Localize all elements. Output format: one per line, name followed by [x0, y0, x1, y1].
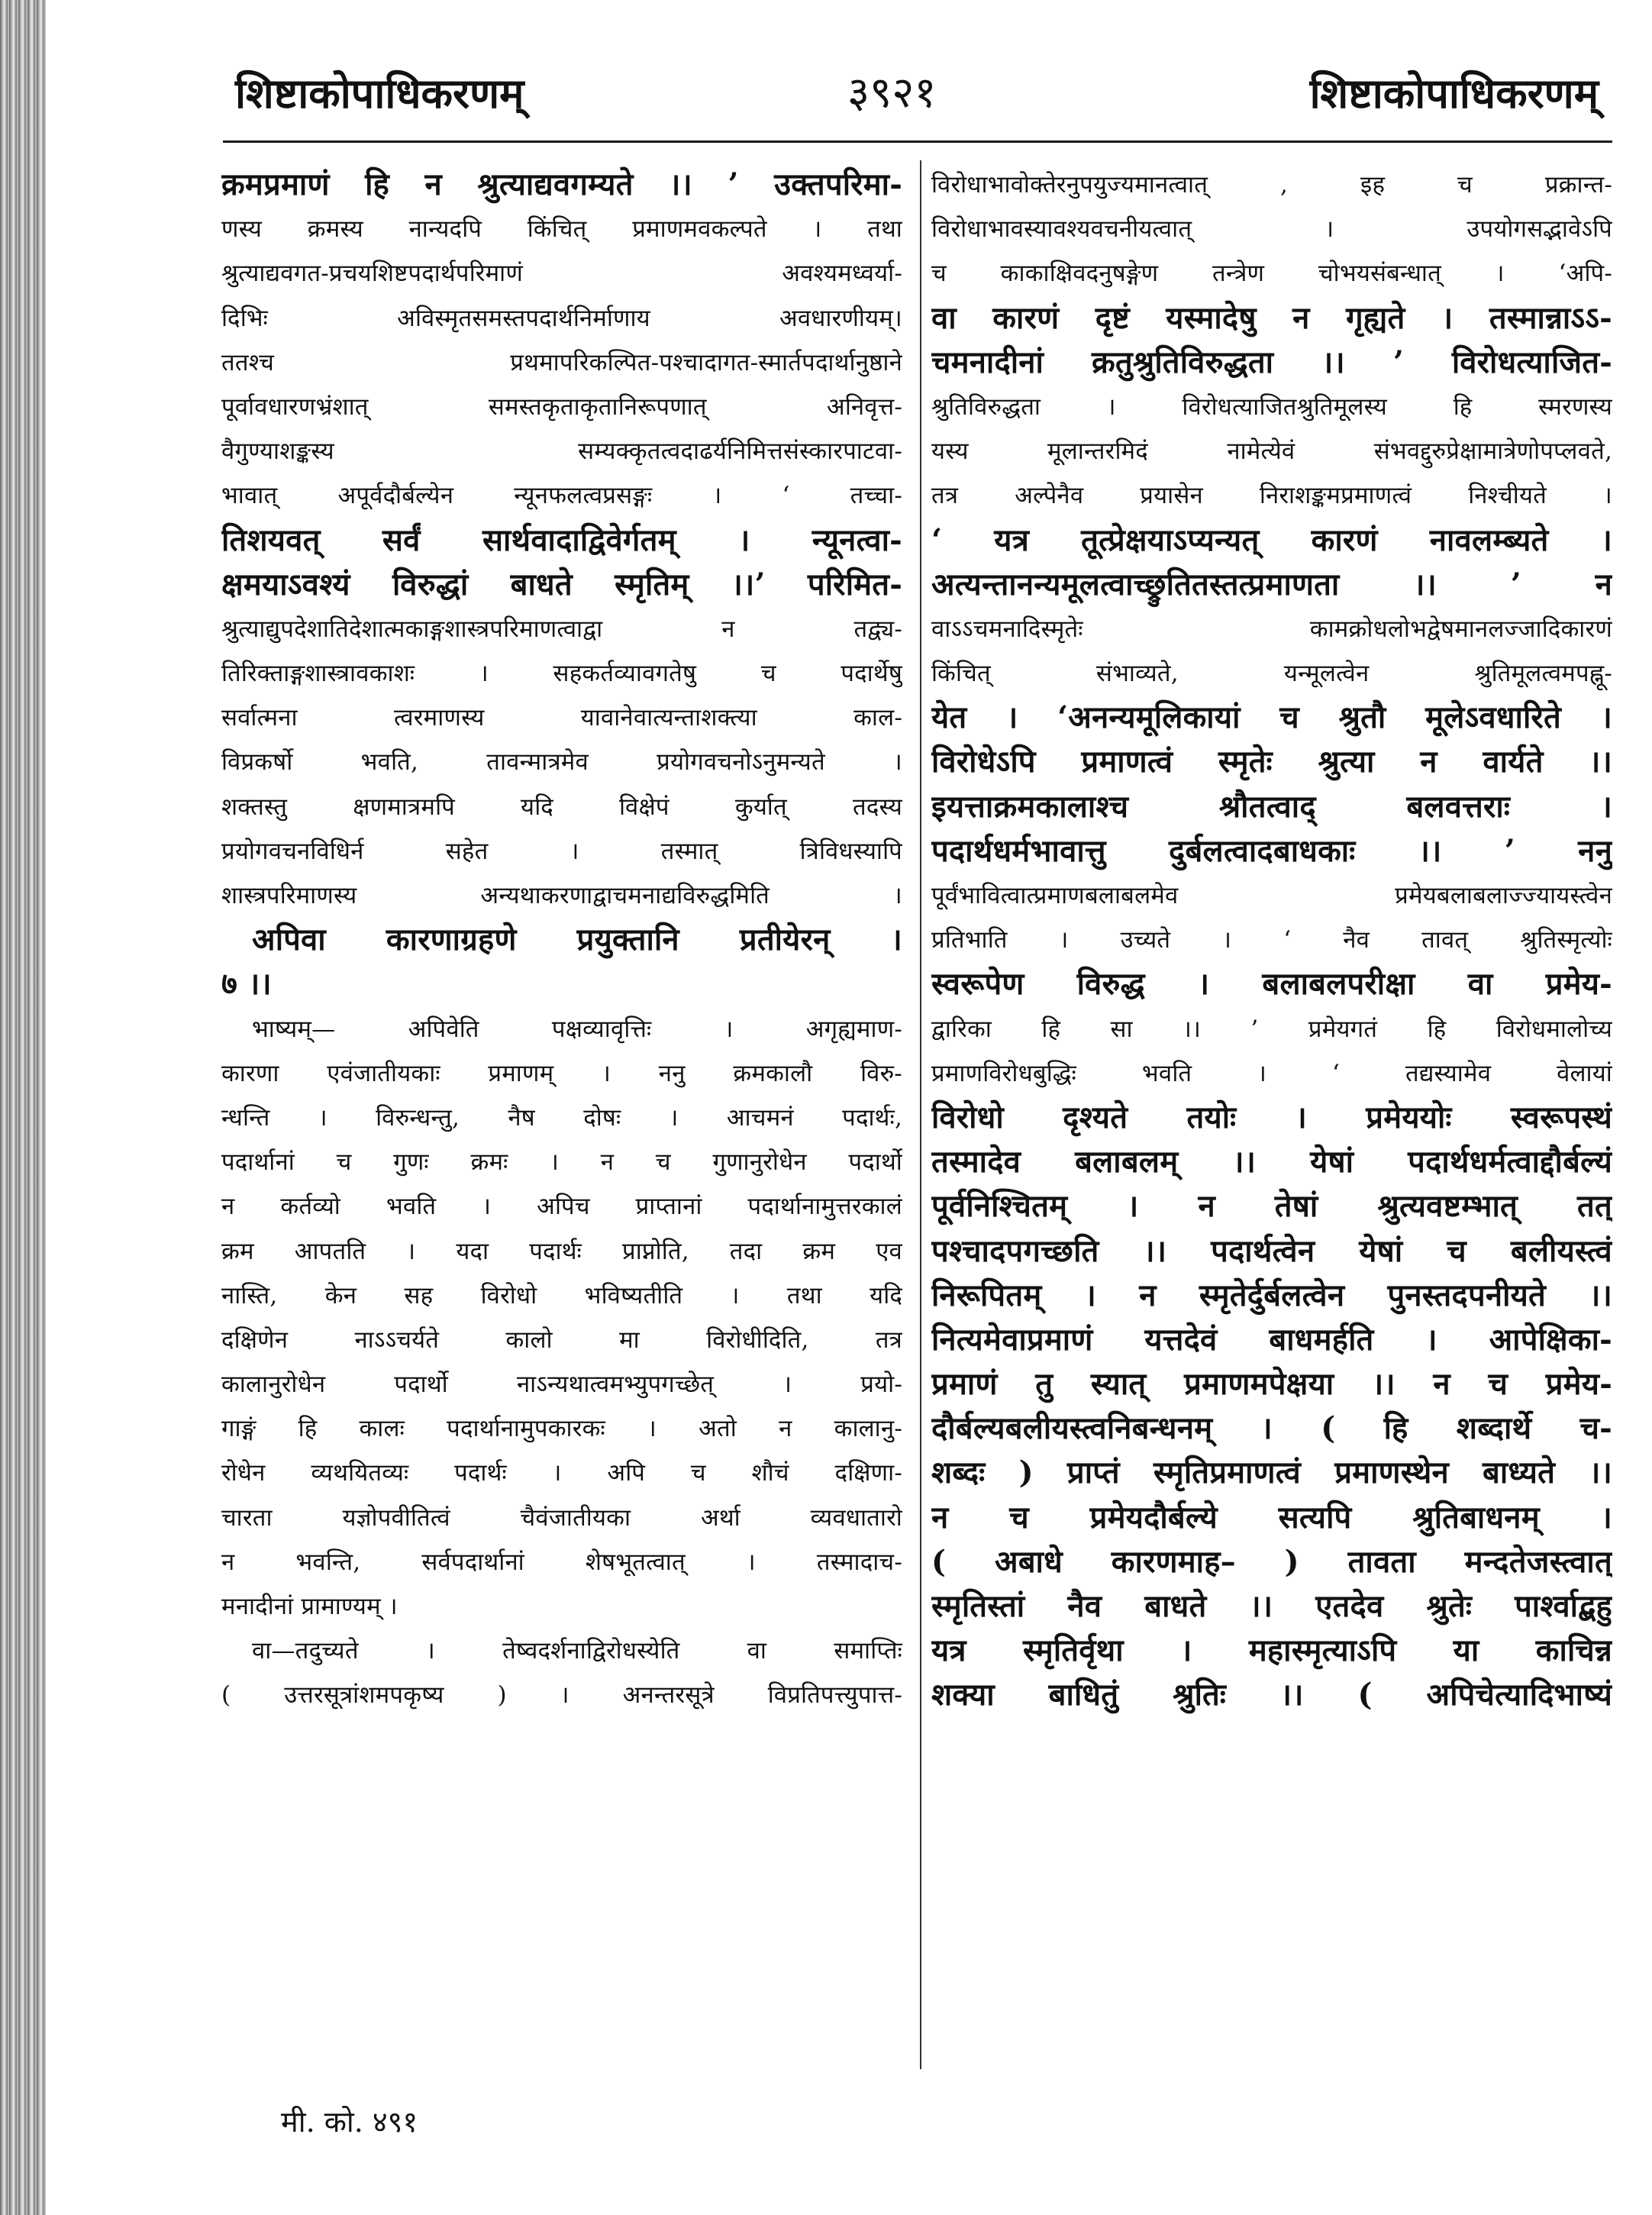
right-column-line: द्वारिका हि सा ।। ’ प्रमेयगतं हि विरोधमालोच्य	[931, 1015, 1612, 1043]
right-column-line: विरोधेऽपि प्रमाणत्वं स्मृतेः श्रुत्या न वार्यते ।।	[931, 744, 1612, 780]
left-column-line: मनादीनां प्रामाण्यम् ।	[221, 1593, 398, 1620]
page-number: ३९२१	[847, 68, 937, 118]
right-column-line: पूर्वनिश्चितम् । न तेषां श्रुत्यवष्टम्भात् तत्	[931, 1188, 1612, 1225]
right-text-column	[931, 163, 1612, 2087]
left-column-line: दक्षिणेन नाऽऽचर्यते कालो मा विरोधीदिति, तत्र	[221, 1325, 902, 1354]
left-column-line: क्रमप्रमाणं हि न श्रुत्याद्यवगम्यते ।। ’ उक्तपरिमा-	[221, 166, 902, 202]
left-column-line: भावात् अपूर्वदौर्बल्येन न्यूनफलत्वप्रसङ्गः । ‘ तच्चा-	[221, 482, 902, 510]
left-column-line: कालानुरोधेन पदार्थो नाऽन्यथात्वमभ्युपगच्छेत् । प्रयो-	[221, 1371, 902, 1399]
left-column-line: चारता यज्ञोपवीतित्वं चैवंजातीयका अर्था व्यवधातारो	[221, 1503, 902, 1532]
right-column-line: शक्या बाधितुं श्रुतिः ।। ( अपिचेत्यादिभाष्यं	[931, 1677, 1612, 1713]
right-column-line: इयत्ताक्रमकालाश्च श्रौतत्वाद् बलवत्तराः ।	[931, 788, 1612, 825]
left-column-line: भाष्यम्— अपिवेति पक्षव्यावृत्तिः । अगृह्यमाण-	[252, 1015, 902, 1043]
right-column-line: अत्यन्तानन्यमूलत्वाच्छ्रुतितस्तत्प्रमाणता ।। ’ न	[931, 566, 1612, 602]
left-column-line: श्रुत्याद्यवगत-प्रचयशिष्टपदार्थपरिमाणं अवश्यमध्वर्या-	[221, 260, 902, 288]
right-column-line: येत । ‘अनन्यमूलिकायां च श्रुतौ मूलेऽवधारिते ।	[931, 699, 1612, 736]
left-column-line: णस्य क्रमस्य नान्यदपि किंचित् प्रमाणमवकल्पते । तथा	[221, 215, 902, 244]
left-column-line: ( उत्तरसूत्रांशमपकृष्य ) । अनन्तरसूत्रे विप्रतिपत्त्युपात्त-	[221, 1681, 902, 1710]
right-column-line: च काकाक्षिवदनुषङ्गेण तन्त्रेण चोभयसंबन्धात् । ‘अपि-	[931, 260, 1612, 288]
right-column-line: न च प्रमेयदौर्बल्ये सत्यपि श्रुतिबाधनम् ।	[931, 1499, 1612, 1535]
right-column-line: वाऽऽचमनादिस्मृतेः कामक्रोधलोभद्वेषमानलज्जादिकारणं	[931, 615, 1612, 643]
right-column-line: शब्दः ) प्राप्तं स्मृतिप्रमाणत्वं प्रमाणस्थेन बाध्यते ।।	[931, 1455, 1612, 1491]
right-column-line: चमनादीनां क्रतुश्रुतिविरुद्धता ।। ’ विरोधत्याजित-	[931, 344, 1612, 380]
left-column-line: नास्ति, केन सह विरोधो भविष्यतीति । तथा यदि	[221, 1281, 902, 1309]
left-column-line: ७ ।।	[221, 966, 272, 1003]
header-rule	[223, 140, 1612, 143]
left-column-line: पदार्थानां च गुणः क्रमः । न च गुणानुरोधेन पदार्थो	[221, 1148, 902, 1177]
right-column-line: किंचित् संभाव्यते, यन्मूलत्वेन श्रुतिमूलत्वमपह्नू-	[931, 660, 1612, 688]
left-column-line: सर्वात्मना त्वरमाणस्य यावानेवात्यन्ताशक्त्या काल-	[221, 704, 902, 732]
right-column-line: प्रमाणविरोधबुद्धिः भवति । ‘ तद्यस्यामेव वेलायां	[931, 1059, 1612, 1087]
right-column-line: विरोधाभावोक्तेरनुपयुज्यमानत्वात् , इह च प्रक्रान्त-	[931, 171, 1612, 199]
right-column-line: यस्य मूलान्तरमिदं नामेत्येवं संभवद्दुरुप्रेक्षामात्रेणोपप्लवते,	[931, 438, 1612, 466]
left-column-line: कारणा एवंजातीयकाः प्रमाणम् । ननु क्रमकालौ विरु-	[221, 1059, 902, 1087]
left-text-column	[221, 163, 902, 2087]
right-column-line: ‘ यत्र तूत्प्रेक्षयाऽप्यन्यत् कारणं नावलम्ब्यते ।	[931, 521, 1612, 558]
left-column-line: श्रुत्याद्युपदेशातिदेशात्मकाङ्गशास्त्रपरिमाणत्वाद्वा न तद्व्य-	[221, 615, 902, 643]
right-column-line: प्रमाणं तु स्यात् प्रमाणमपेक्षया ।। न च प्रमेय-	[931, 1366, 1612, 1403]
left-column-line: विप्रकर्षो भवति, तावन्मात्रमेव प्रयोगवचनोऽनुमन्यते ।	[221, 748, 902, 777]
left-column-line: दिभिः अविस्मृतसमस्तपदार्थनिर्माणाय अवधारणीयम्।	[221, 304, 902, 332]
left-column-line: न्धन्ति । विरुन्धन्तु, नैष दोषः । आचमनं पदार्थः,	[221, 1103, 902, 1132]
page-binding-edge	[0, 0, 46, 2215]
right-column-line: वा कारणं दृष्टं यस्मादेषु न गृह्यते । तस्मान्नाऽऽ-	[931, 299, 1612, 336]
right-column-line: पश्चादपगच्छति ।। पदार्थत्वेन येषां च बलीयस्त्वं	[931, 1232, 1612, 1269]
left-column-line: शक्तस्तु क्षणमात्रमपि यदि विक्षेपं कुर्यात् तदस्य	[221, 793, 902, 821]
left-column-line: अपिवा कारणाग्रहणे प्रयुक्तानि प्रतीयेरन् ।	[252, 922, 902, 958]
right-column-line: स्मृतिस्तां नैव बाधते ।। एतदेव श्रुतेः पार्श्वाद्बहु	[931, 1588, 1612, 1624]
right-column-line: पदार्थधर्मभावात्तु दुर्बलत्वादबाधकाः ।। ’ ननु	[931, 832, 1612, 869]
right-column-line: तत्र अल्पेनैव प्रयासेन निराशङ्कमप्रमाणत्वं निश्चीयते ।	[931, 482, 1612, 510]
right-column-line: तस्मादेव बलाबलम् ।। येषां पदार्थधर्मत्वाद्दौर्बल्यं	[931, 1144, 1612, 1180]
right-column-line: विरोधाभावस्यावश्यवचनीयत्वात् । उपयोगसद्भावेऽपि	[931, 215, 1612, 244]
left-column-line: तिरिक्ताङ्गशास्त्रावकाशः । सहकर्तव्यावगतेषु च पदार्थेषु	[221, 660, 902, 688]
left-column-line: गाङ्गं हि कालः पदार्थानामुपकारकः । अतो न कालानु-	[221, 1415, 902, 1443]
left-column-line: वैगुण्याशङ्कस्य सम्यक्कृतत्वदाढर्यनिमित्तसंस्कारपाटवा-	[221, 438, 902, 466]
left-column-line: पूर्वावधारणभ्रंशात् समस्तकृताकृतानिरूपणात् अनिवृत्त-	[221, 392, 902, 421]
page-header	[0, 60, 1652, 128]
right-column-line: निरूपितम् । न स्मृतेर्दुर्बलत्वेन पुनस्तदपनीयते ।।	[931, 1277, 1612, 1313]
running-title-right: शिष्टाकोपाधिकरणम्	[1309, 69, 1599, 118]
left-column-line: शास्त्रपरिमाणस्य अन्यथाकरणाद्वाचमनाद्यविरुद्धमिति ।	[221, 882, 902, 909]
left-column-line: ततश्च प्रथमापरिकल्पित-पश्चादागत-स्मार्तपदार्थानुष्ठाने	[221, 348, 902, 376]
left-column-line: तिशयवत् सर्वं सार्थवादाद्विवेर्गतम् । न्यूनत्वा-	[221, 521, 902, 558]
right-column-line: प्रतिभाति । उच्यते । ‘ नैव तावत् श्रुतिस्मृत्योः	[931, 926, 1612, 954]
left-column-line: रोधेन व्यथयितव्यः पदार्थः । अपि च शौचं दक्षिणा-	[221, 1459, 902, 1487]
running-title-left: शिष्टाकोपाधिकरणम्	[235, 69, 524, 118]
right-column-line: स्वरूपेण विरुद्ध । बलाबलपरीक्षा वा प्रमेय-	[931, 966, 1612, 1003]
right-column-line: नित्यमेवाप्रमाणं यत्तदेवं बाधमर्हति । आपेक्षिका-	[931, 1321, 1612, 1358]
right-column-line: श्रुतिविरुद्धता । विरोधत्याजितश्रुतिमूलस्य हि स्मरणस्य	[931, 392, 1612, 421]
left-column-line: न कर्तव्यो भवति । अपिच प्राप्तानां पदार्थानामुत्तरकालं	[221, 1193, 902, 1221]
right-column-line: ( अबाधे कारणमाह– ) तावता मन्दतेजस्त्वात्	[931, 1543, 1612, 1580]
left-column-line: प्रयोगवचनविधिर्न सहेत । तस्मात् त्रिविधस्यापि	[221, 837, 902, 865]
left-column-line: वा—तदुच्यते । तेष्वदर्शनाद्विरोधस्येति वा समाप्तिः	[252, 1637, 902, 1665]
right-column-line: यत्र स्मृतिर्वृथा । महास्मृत्याऽपि या काचिन्न	[931, 1632, 1612, 1669]
right-column-line: विरोधो दृश्यते तयोः । प्रमेययोः स्वरूपस्थं	[931, 1099, 1612, 1135]
column-divider	[920, 160, 921, 2069]
left-column-line: क्रम आपतति । यदा पदार्थः प्राप्नोति, तदा क्रम एव	[221, 1237, 902, 1265]
footer-signature: मी. को. ४९१	[281, 2105, 418, 2139]
left-column-line: न भवन्ति, सर्वपदार्थानां शेषभूतत्वात् । तस्मादाच-	[221, 1548, 902, 1576]
right-column-line: दौर्बल्यबलीयस्त्वनिबन्धनम् । ( हि शब्दार्थे च-	[931, 1410, 1612, 1447]
left-column-line: क्षमयाऽवश्यं विरुद्धां बाधते स्मृतिम् ।।’ परिमित-	[221, 566, 902, 602]
right-column-line: पूर्वंभावित्वात्प्रमाणबलाबलमेव प्रमेयबलाबलाज्ज्यायस्त्वेन	[931, 882, 1612, 909]
